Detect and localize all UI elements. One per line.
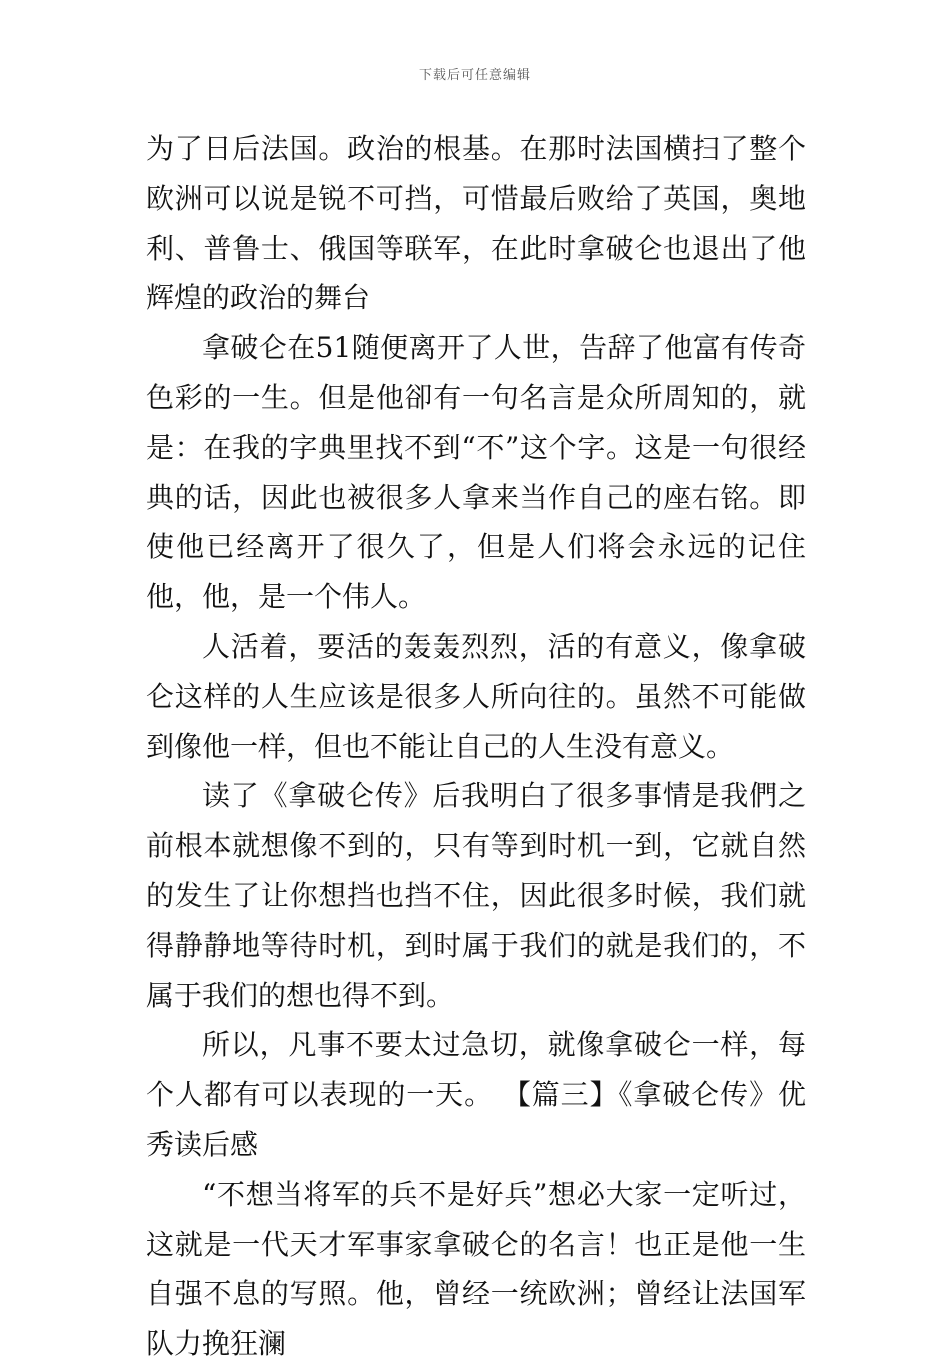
paragraph-1: 为了日后法国。政治的根基。在那时法国横扫了整个欧洲可以说是锐不可挡，可惜最后败给了英国，奥地利、普鲁士、俄国等联军，在此时拿破仑也退出了他辉煌的政治的舞台 [146,132,806,315]
paragraph-5: 所以，凡事不要太过急切，就像拿破仑一样，每个人都有可以表现的一天。 【篇三】《拿破仑传》优秀读后感 [146,1028,806,1161]
body-text [146,124,806,1369]
paragraph-6: “不想当将军的兵不是好兵”想必大家一定听过，这就是一代天才军事家拿破仑的名言！也正是他一生自强不息的写照。他，曾经一统欧洲；曾经让法国军队力挽狂澜 [146,1177,806,1361]
paragraph-4: 读了《拿破仑传》后我明白了很多事情是我們之前根本就想像不到的，只有等到时机一到，它就自然的发生了让你想挡也挡不住，因此很多时候，我们就得静静地等待时机，到时属于我们的就是我们的，不属于我们的想也得不到。 [146,779,806,1012]
header-note: 下载后可任意编辑 [418,68,531,83]
paragraph-3: 人活着，要活的轰轰烈烈，活的有意义，像拿破仑这样的人生应该是很多人所向往的。虽然不可能做到像他一样，但也不能让自己的人生没有意义。 [146,629,806,763]
paragraph-2: 拿破仑在51随便离开了人世，告辞了他富有传奇色彩的一生。但是他卻有一句名言是众所周知的，就是：在我的字典里找不到“不”这个字。这是一句很经典的话，因此也被很多人拿来当作自己的座右铭。即使他已经离开了很久了，但是人们将会永远的记住他，他，是一个伟人。 [146,331,806,614]
